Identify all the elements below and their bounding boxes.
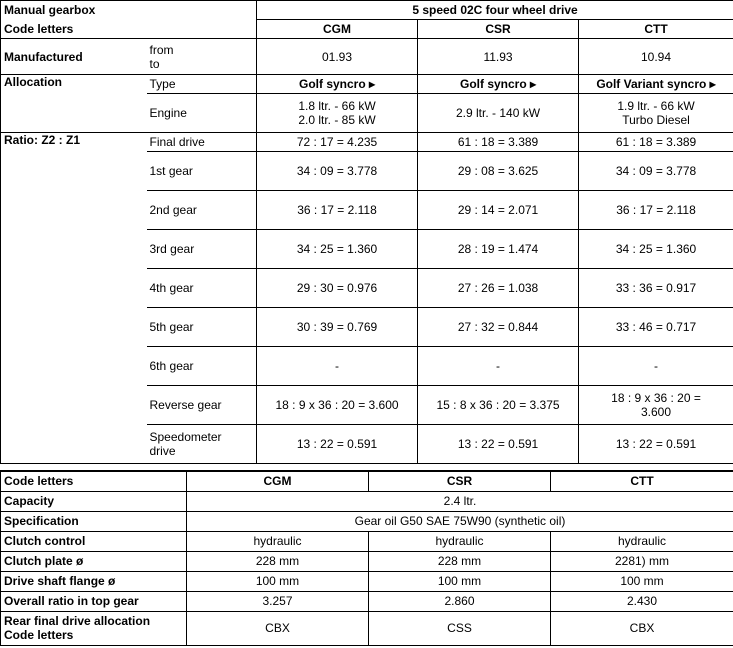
- spec-csr: 228 mm: [369, 551, 551, 571]
- column-header-ctt: CTT: [551, 471, 733, 491]
- ratio-ctt: 33 : 46 = 0.717: [579, 308, 733, 347]
- spec-ctt: 2.430: [551, 591, 733, 611]
- spec-ctt: 100 mm: [551, 571, 733, 591]
- gearbox-title: 5 speed 02C four wheel drive: [257, 1, 733, 20]
- capacity-value: 2.4 ltr.: [187, 491, 733, 511]
- ratio-csr: 13 : 22 = 0.591: [418, 425, 579, 464]
- spec-ctt: hydraulic: [551, 531, 733, 551]
- ratio-row-label: 4th gear: [147, 269, 257, 308]
- column-header-cgm: CGM: [257, 20, 418, 39]
- spec-cgm: hydraulic: [187, 531, 369, 551]
- ratio-csr: -: [418, 347, 579, 386]
- engine-cgm: 1.8 ltr. - 66 kW 2.0 ltr. - 85 kW: [257, 94, 418, 133]
- ratio-ctt: 18 : 9 x 36 : 20 = 3.600: [579, 386, 733, 425]
- ratio-csr: 27 : 32 = 0.844: [418, 308, 579, 347]
- from-label: from: [149, 42, 174, 57]
- rear-final-cgm: CBX: [187, 611, 369, 645]
- specification-value: Gear oil G50 SAE 75W90 (synthetic oil): [187, 511, 733, 531]
- engine-ctt: 1.9 ltr. - 66 kW Turbo Diesel: [579, 94, 733, 133]
- rear-final-csr: CSS: [369, 611, 551, 645]
- engine-csr: 2.9 ltr. - 140 kW: [418, 94, 579, 133]
- ratio-ctt: 13 : 22 = 0.591: [579, 425, 733, 464]
- ratio-row-label: 6th gear: [147, 347, 257, 386]
- spec-cgm: 100 mm: [187, 571, 369, 591]
- ratio-ctt: 36 : 17 = 2.118: [579, 191, 733, 230]
- spec-row-label: Overall ratio in top gear: [1, 591, 187, 611]
- spec-row-label: Drive shaft flange ø: [1, 571, 187, 591]
- ratio-cgm: 34 : 25 = 1.360: [257, 230, 418, 269]
- manufactured-csr: 11.93: [418, 39, 579, 75]
- manufactured-ctt: 10.94: [579, 39, 733, 75]
- spec-row-label: Clutch plate ø: [1, 551, 187, 571]
- ratio-cgm: 18 : 9 x 36 : 20 = 3.600: [257, 386, 418, 425]
- manufactured-cgm: 01.93: [257, 39, 418, 75]
- ratio-label: Ratio: Z2 : Z1: [1, 133, 147, 464]
- rear-final-drive-label: Rear final drive allocation Code letters: [1, 611, 187, 645]
- title-manual-gearbox: Manual gearbox: [1, 1, 257, 20]
- ratio-csr: 29 : 14 = 2.071: [418, 191, 579, 230]
- capacity-label: Capacity: [1, 491, 187, 511]
- ratio-cgm: 72 : 17 = 4.235: [257, 133, 418, 152]
- ratio-ctt: -: [579, 347, 733, 386]
- code-letters-label: Code letters: [1, 20, 257, 39]
- ratio-csr: 15 : 8 x 36 : 20 = 3.375: [418, 386, 579, 425]
- ratio-csr: 61 : 18 = 3.389: [418, 133, 579, 152]
- ratio-row-label: 2nd gear: [147, 191, 257, 230]
- specification-label: Specification: [1, 511, 187, 531]
- spec-cgm: 3.257: [187, 591, 369, 611]
- rear-final-ctt: CBX: [551, 611, 733, 645]
- to-label: to: [149, 56, 160, 71]
- manufactured-label: Manufactured: [1, 39, 147, 75]
- spec-csr: 100 mm: [369, 571, 551, 591]
- ratio-ctt: 33 : 36 = 0.917: [579, 269, 733, 308]
- type-cgm: Golf syncro ▸: [257, 75, 418, 94]
- gearbox-spec-table: [0, 470, 733, 646]
- spec-ctt: 2281) mm: [551, 551, 733, 571]
- ratio-cgm: 29 : 30 = 0.976: [257, 269, 418, 308]
- column-header-csr: CSR: [369, 471, 551, 491]
- manufactured-from-to: [147, 39, 257, 75]
- ratio-row-label: Reverse gear: [147, 386, 257, 425]
- ratio-csr: 27 : 26 = 1.038: [418, 269, 579, 308]
- ratio-cgm: 30 : 39 = 0.769: [257, 308, 418, 347]
- ratio-row-label: 1st gear: [147, 152, 257, 191]
- ratio-cgm: -: [257, 347, 418, 386]
- type-label: Type: [147, 75, 257, 94]
- engine-label: Engine: [147, 94, 257, 133]
- type-ctt: Golf Variant syncro ▸: [579, 75, 733, 94]
- allocation-label: Allocation: [1, 75, 147, 133]
- ratio-csr: 29 : 08 = 3.625: [418, 152, 579, 191]
- type-csr: Golf syncro ▸: [418, 75, 579, 94]
- spec-csr: 2.860: [369, 591, 551, 611]
- ratio-ctt: 34 : 25 = 1.360: [579, 230, 733, 269]
- ratio-cgm: 34 : 09 = 3.778: [257, 152, 418, 191]
- spec-csr: hydraulic: [369, 531, 551, 551]
- ratio-row-label: 3rd gear: [147, 230, 257, 269]
- spec-row-label: Clutch control: [1, 531, 187, 551]
- column-header-csr: CSR: [418, 20, 579, 39]
- column-header-cgm: CGM: [187, 471, 369, 491]
- ratio-csr: 28 : 19 = 1.474: [418, 230, 579, 269]
- ratio-cgm: 13 : 22 = 0.591: [257, 425, 418, 464]
- code-letters-label: Code letters: [1, 471, 187, 491]
- ratio-cgm: 36 : 17 = 2.118: [257, 191, 418, 230]
- ratio-ctt: 34 : 09 = 3.778: [579, 152, 733, 191]
- ratio-row-label: 5th gear: [147, 308, 257, 347]
- ratio-row-label: Speedometer drive: [147, 425, 257, 464]
- ratio-row-label: Final drive: [147, 133, 257, 152]
- column-header-ctt: CTT: [579, 20, 733, 39]
- ratio-ctt: 61 : 18 = 3.389: [579, 133, 733, 152]
- spec-cgm: 228 mm: [187, 551, 369, 571]
